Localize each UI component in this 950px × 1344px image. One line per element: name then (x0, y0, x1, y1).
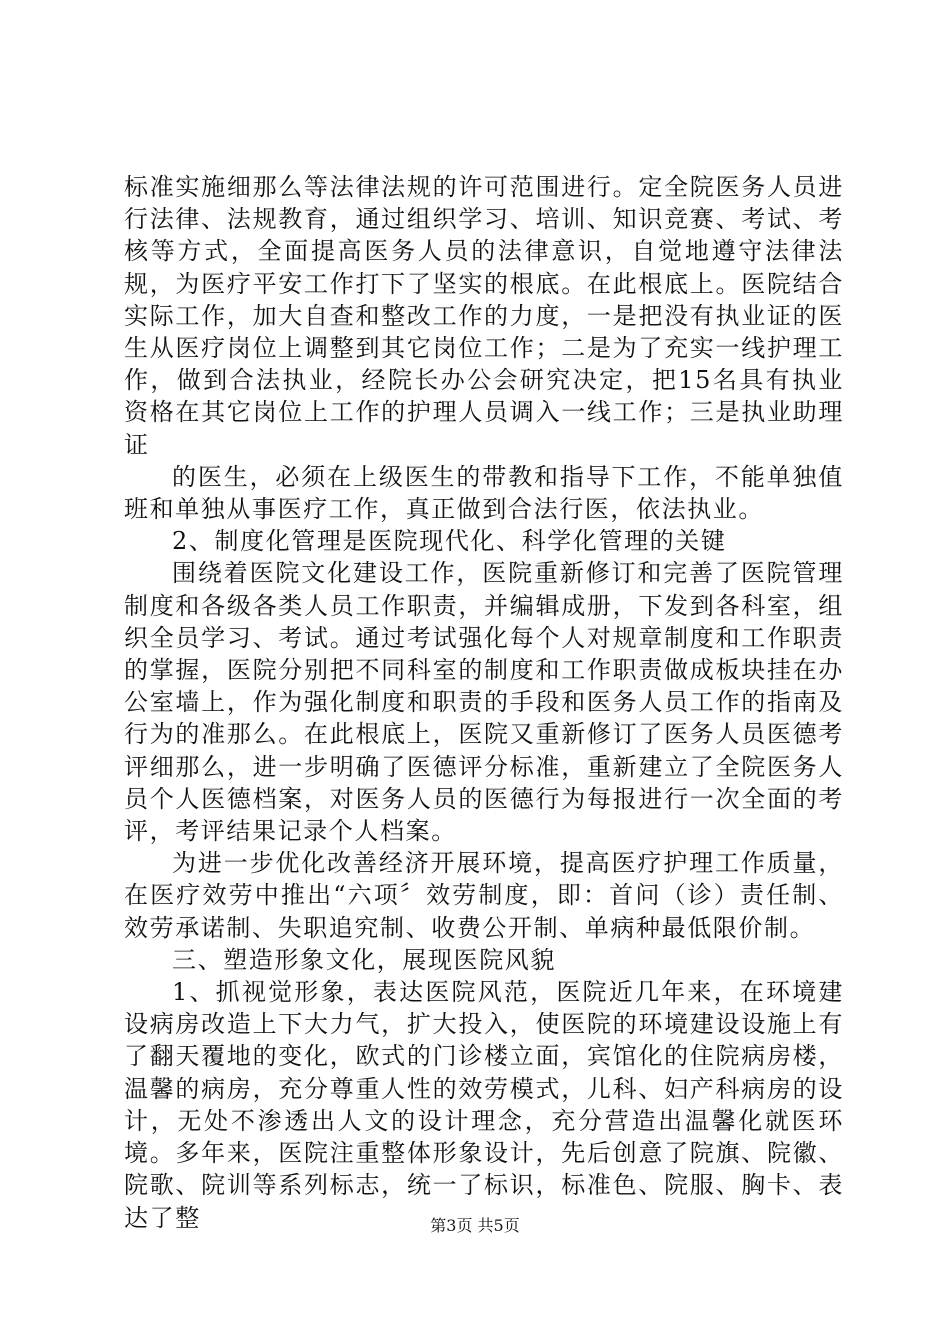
paragraph-2: 的医生，必须在上级医生的带教和指导下工作，不能单独值班和单独从事医疗工作，真正做到合法行医，依法执业。 (124, 462, 844, 524)
page-number-footer: 第3页 共5页 (430, 1216, 520, 1235)
paragraph-4: 为进一步优化改善经济开展环境，提高医疗护理工作质量，在医疗效劳中推出“六项〞效劳制度，即：首问（诊）责任制、效劳承诺制、失职追究制、收费公开制、单病种最低限价制。 (124, 849, 844, 942)
paragraph-5: 1、抓视觉形象，表达医院风范，医院近几年来，在环境建设病房改造上下大力气，扩大投入，使医院的环境建设设施上有了翻天覆地的变化，欧式的门诊楼立面，宾馆化的住院病房楼，温馨的病房，充分尊重人性的效劳模式，儿科、妇产科病房的设计，无处不渗透出人文的设计理念，充分营造出温馨化就医环境。多年来，医院注重整体形象设计，先后创意了院旗、院徽、院歌、院训等系列标志，统一了标识，标准色、院服、胸卡、表达了整 (124, 978, 844, 1232)
section-heading-image-culture: 三、塑造形象文化，展现医院风貌 (172, 945, 556, 974)
section-heading-institutional-management: 2、制度化管理是医院现代化、科学化管理的关键 (172, 527, 727, 556)
paragraph-3: 围绕着医院文化建设工作，医院重新修订和完善了医院管理制度和各级各类人员工作职责，并编辑成册，下发到各科室，组织全员学习、考试。通过考试强化每个人对规章制度和工作职责的掌握，医院分别把不同科室的制度和工作职责做成板块挂在办公室墙上，作为强化制度和职责的手段和医务人员工作的指南及行为的准那么。在此根底上，医院又重新修订了医务人员医德考评细那么，进一步明确了医德评分标准，重新建立了全院医务人员个人医德档案，对医务人员的医德行为每报进行一次全面的考评，考评结果记录个人档案。 (124, 559, 844, 846)
paragraph-1: 标准实施细那么等法律法规的许可范围进行。定全院医务人员进行法律、法规教育，通过组织学习、培训、知识竞赛、考试、考核等方式，全面提高医务人员的法律意识，自觉地遵守法律法规，为医疗平安工作打下了坚实的根底。在此根底上。医院结合实际工作，加大自查和整改工作的力度，一是把没有执业证的医生从医疗岗位上调整到其它岗位工作；二是为了充实一线护理工作，做到合法执业，经院长办公会研究决定，把15名具有执业资格在其它岗位上工作的护理人员调入一线工作；三是执业助理证 (124, 173, 844, 459)
document-body (124, 171, 844, 1234)
